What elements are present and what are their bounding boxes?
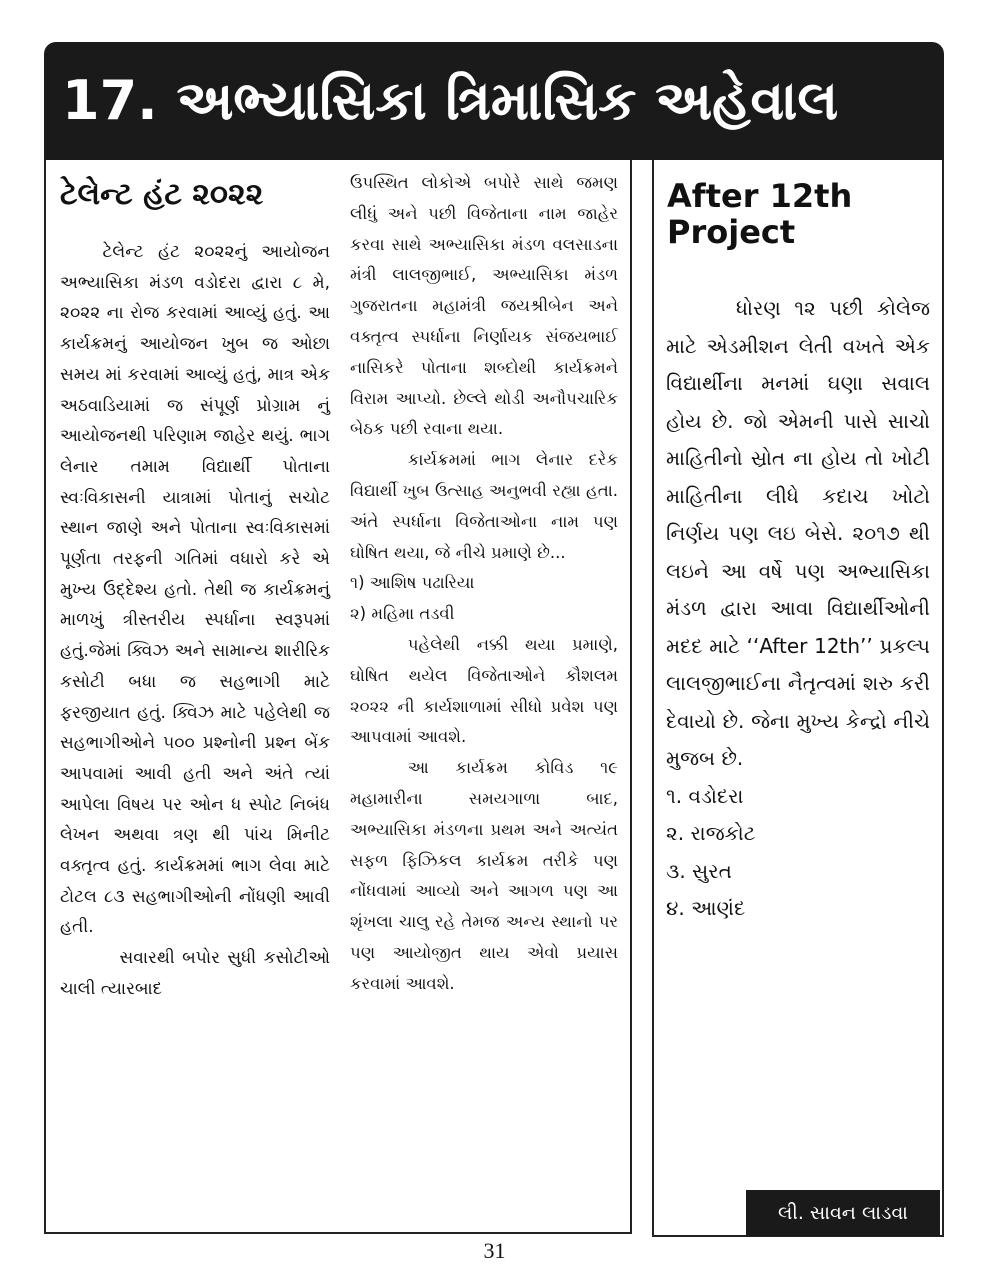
paragraph: ટેલેન્ટ હંટ ૨૦૨૨નું આયોજન અભ્યાસિકા મંડળ વડોદરા દ્વારા ૮ મે, ૨૦૨૨ ના રોજ કરવામાં આવ્યું હતું. આ કાર્યક્રમનું આયોજન ખુબ જ ઓછા સમય માં કરવામાં આવ્યું હતું, માત્ર એક અઠવાડિયામાં જ સંપૂર્ણ પ્રોગ્રામ નું આયોજનથી પરિણામ જાહેર થયું. ભાગ લેનાર તમામ વિદ્યાર્થી પોતાના સ્વઃવિકાસની યાત્રામાં પોતાનું સચોટ સ્થાન જાણે અને પોતાના સ્વઃવિકાસમાં પૂર્ણતા તરફની ગતિમાં વધારો કરે એ મુખ્ય ઉદ્દેશ્ય હતો. તેથી જ કાર્યક્રમનું માળખું ત્રીસ્તરીય સ્પર્ધાના સ્વરૂપમાં હતું.જેમાં ક્વિઝ અને સામાન્ય શારીરિક કસોટી બધા જ સહભાગી માટે ફરજીયાત હતું. ક્વિઝ માટે પહેલેથી જ સહભાગીઓને ૫૦૦ પ્રશ્નોની પ્રશ્ન બેંક આપવામાં આવી હતી અને અંતે ત્યાં આપેલા વિષય પર ઓન ધ સ્પોટ નિબંધ લેખન અથવા ત્રણ થી પાંચ મિનીટ વક્તૃત્વ હતું. કાર્યક્રમમાં ભાગ લેવા માટે ટોટલ ૮૩ સહભાગીઓની નોંધણી આવી હતી. [60, 242, 330, 938]
page-title: 17. અભ્યાસિકા ત્રિમાસિક અહેવાલ [62, 69, 839, 132]
right-article-title-line: After 12th [667, 177, 853, 215]
paragraph: પહેલેથી નક્કી થયા પ્રમાણે, ઘોષિત થયેલ વિજેતાઓને કૌશલમ ૨૦૨૨ ની કાર્યશાળામાં સીધો પ્રવેશ પણ આપવામાં આવશે. [350, 634, 618, 747]
left-article-column-1 [60, 237, 330, 1005]
author-signature-badge: લી. સાવન લાડવા [746, 1190, 940, 1236]
right-article-title [667, 178, 927, 250]
left-article-title: ટેલેન્ટ હંટ ૨૦૨૨ [60, 177, 264, 212]
right-article-body [666, 290, 930, 928]
paragraph: ઉપસ્થિત લોકોએ બપોરે સાથે જમણ લીધું અને પછી વિજેતાના નામ જાહેર કરવા સાથે અભ્યાસિકા મંડળ વલસાડના મંત્રી લાલજીભાઈ, અભ્યાસિકા મંડળ ગુજરાતના મહામંત્રી જયશ્રીબેન અને વક્તૃત્વ સ્પર્ધાના નિર્ણાયક સંજયભાઈ નાસિકરે પોતાના શબ્દોથી કાર્યક્રમને વિરામ આપ્યો. છેલ્લે થોડી અનૌપચારિક બેઠક પછી રવાના થયા. [350, 173, 618, 439]
paragraph: સવારથી બપોર સુધી કસોટીઓ ચાલી ત્યારબાદ [60, 948, 330, 999]
paragraph: આ કાર્યક્રમ કોવિડ ૧૯ મહામારીના સમયગાળા બાદ, અભ્યાસિકા મંડળના પ્રથમ અને અત્યંત સફળ ફિઝિકલ કાર્યક્રમ તરીકે પણ નોંધવામાં આવ્યો અને આગળ પણ આ શૃંખલા ચાલુ રહે તેમજ અન્ય સ્થાનો પર પણ આયોજીત થાય એવો પ્રયાસ કરવામાં આવશે. [350, 758, 618, 993]
paragraph: ધોરણ ૧૨ પછી કોલેજ માટે એડમીશન લેતી વખતે એક વિદ્યાર્થીના મનમાં ઘણા સવાલ હોય છે. જો એમની પાસે સાચો માહિતીનો સ્રોત ના હોય તો ખોટી માહિતીના લીધે કદાચ ખોટો નિર્ણય પણ લઇ બેસે. ૨૦૧૭ થી લઇને આ વર્ષે પણ અભ્યાસિકા મંડળ દ્વારા આવા વિદ્યાર્થીઓની મદદ માટે ‘‘After 12th’’ પ્રકલ્પ લાલજીભાઈના નૈતૃત્વમાં શરુ કરી દેવાયો છે. જેના મુખ્ય કેન્દ્રો નીચે મુજબ છે. [666, 296, 930, 770]
right-article-title-line: Project [667, 213, 796, 251]
center-list-item: ૩. સુરત [666, 858, 732, 883]
center-list-item: ૧. વડોદરા [666, 783, 744, 808]
center-list-item: ૨. રાજકોટ [666, 821, 756, 845]
left-article-column-2 [350, 168, 618, 1000]
paragraph: કાર્યક્રમમાં ભાગ લેનાર દરેક વિદ્યાર્થી ખુબ ઉત્સાહ અનુભવી રહ્યા હતા. અંતે સ્પર્ધાના વિજેતાઓના નામ પણ ઘોષિત થયા, જે નીચે પ્રમાણે છે... [350, 450, 618, 562]
article-header-bar [44, 42, 944, 160]
winner-list-item: ૧) આશિષ પઢારિયા [350, 573, 475, 593]
page-number: 31 [483, 1238, 506, 1263]
winner-list-item: ૨) મહિમા તડવી [350, 604, 455, 624]
center-list-item: ૪. આણંદ [666, 896, 746, 920]
